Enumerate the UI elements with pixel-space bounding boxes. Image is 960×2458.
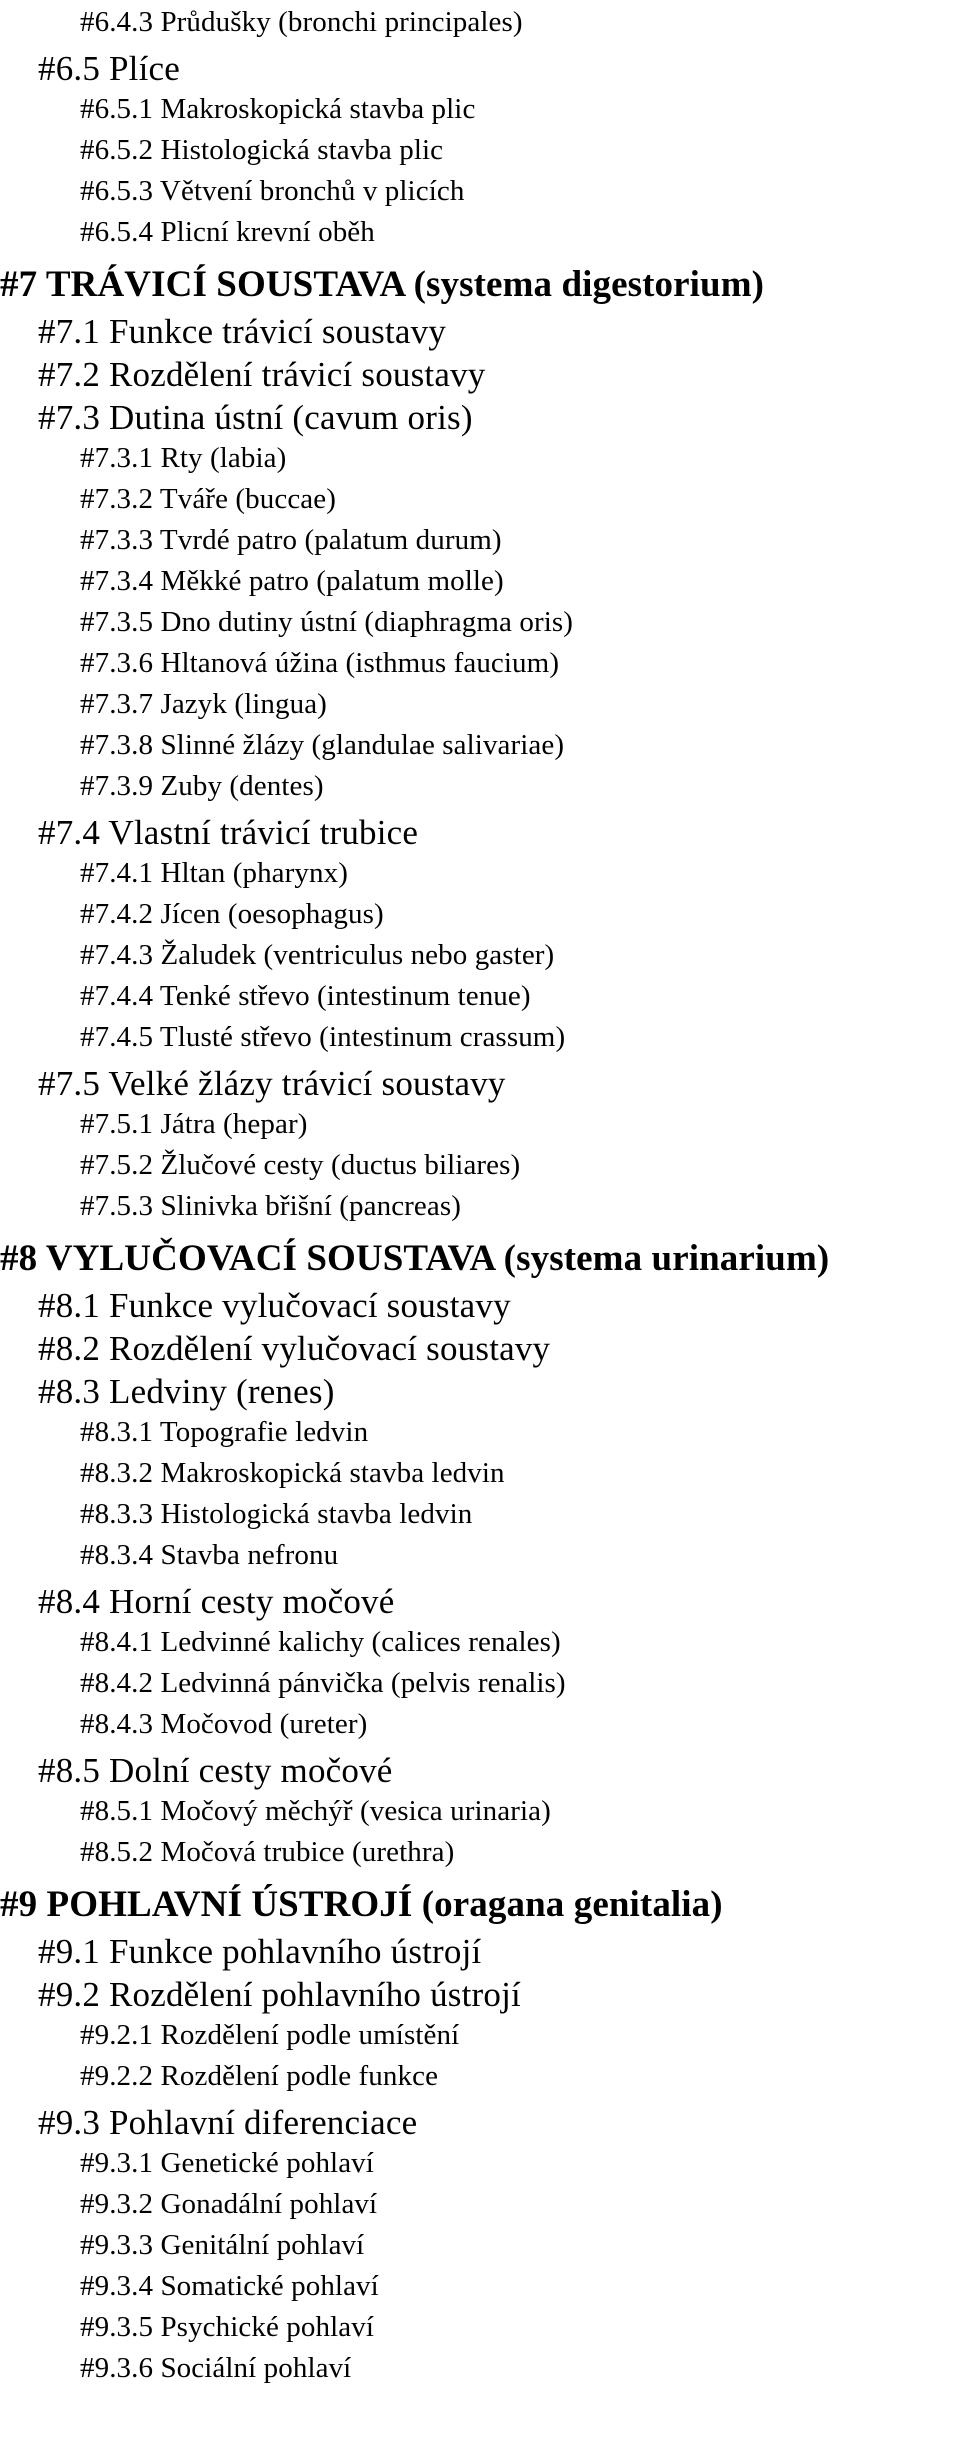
subsection-item: #9.3.6 Sociální pohlaví (80, 2352, 352, 2384)
section-heading: #9.1 Funkce pohlavního ústrojí (38, 1932, 482, 1971)
section-heading: #6.5 Plíce (38, 49, 180, 88)
subsection-item: #6.5.1 Makroskopická stavba plic (80, 93, 476, 125)
subsection-item: #7.4.2 Jícen (oesophagus) (80, 898, 384, 930)
subsection-item: #9.2.1 Rozdělení podle umístění (80, 2019, 460, 2051)
subsection-item: #7.5.3 Slinivka břišní (pancreas) (80, 1190, 462, 1222)
subsection-item: #9.3.5 Psychické pohlaví (80, 2311, 374, 2343)
section-heading: #7.4 Vlastní trávicí trubice (38, 813, 419, 852)
subsection-item: #7.3.5 Dno dutiny ústní (diaphragma oris) (80, 606, 574, 638)
subsection-item: #8.5.2 Močová trubice (urethra) (80, 1836, 455, 1868)
subsection-item: #7.4.1 Hltan (pharynx) (80, 857, 348, 889)
chapter-heading: #7 TRÁVICÍ SOUSTAVA (systema digestorium) (0, 264, 765, 305)
subsection-item: #7.3.4 Měkké patro (palatum molle) (80, 565, 504, 597)
chapter-heading: #8 VYLUČOVACÍ SOUSTAVA (systema urinarium) (0, 1238, 830, 1279)
subsection-item: #7.3.3 Tvrdé patro (palatum durum) (80, 524, 502, 556)
subsection-item: #7.4.3 Žaludek (ventriculus nebo gaster) (80, 939, 555, 971)
section-heading: #7.1 Funkce trávicí soustavy (38, 312, 447, 351)
subsection-item: #7.3.7 Jazyk (lingua) (80, 688, 327, 720)
section-heading: #7.5 Velké žlázy trávicí soustavy (38, 1064, 506, 1103)
chapter-heading: #9 POHLAVNÍ ÚSTROJÍ (oragana genitalia) (0, 1884, 723, 1925)
subsection-item: #8.3.1 Topografie ledvin (80, 1416, 369, 1448)
subsection-item: #9.3.1 Genetické pohlaví (80, 2147, 374, 2179)
section-heading: #7.2 Rozdělení trávicí soustavy (38, 355, 486, 394)
section-heading: #9.2 Rozdělení pohlavního ústrojí (38, 1975, 521, 2014)
subsection-item: #8.4.3 Močovod (ureter) (80, 1708, 368, 1740)
subsection-item: #8.4.2 Ledvinná pánvička (pelvis renalis) (80, 1667, 566, 1699)
subsection-item: #7.5.1 Játra (hepar) (80, 1108, 308, 1140)
subsection-item: #7.3.1 Rty (labia) (80, 442, 287, 474)
subsection-item: #7.4.4 Tenké střevo (intestinum tenue) (80, 980, 531, 1012)
section-heading: #7.3 Dutina ústní (cavum oris) (38, 398, 473, 437)
subsection-item: #8.4.1 Ledvinné kalichy (calices renales) (80, 1626, 561, 1658)
subsection-item: #7.3.8 Slinné žlázy (glandulae salivariae) (80, 729, 565, 761)
subsection-item: #7.3.2 Tváře (buccae) (80, 483, 336, 515)
section-heading: #8.3 Ledviny (renes) (38, 1372, 335, 1411)
subsection-item: #6.5.4 Plicní krevní oběh (80, 216, 375, 248)
subsection-item: #7.4.5 Tlusté střevo (intestinum crassum) (80, 1021, 566, 1053)
section-heading: #8.2 Rozdělení vylučovací soustavy (38, 1329, 551, 1368)
subsection-item: #6.4.3 Průdušky (bronchi principales) (80, 6, 523, 38)
subsection-item: #9.3.4 Somatické pohlaví (80, 2270, 379, 2302)
subsection-item: #7.3.6 Hltanová úžina (isthmus faucium) (80, 647, 560, 679)
section-heading: #8.5 Dolní cesty močové (38, 1751, 393, 1790)
subsection-item: #9.3.2 Gonadální pohlaví (80, 2188, 378, 2220)
section-heading: #8.4 Horní cesty močové (38, 1582, 395, 1621)
subsection-item: #9.2.2 Rozdělení podle funkce (80, 2060, 439, 2092)
subsection-item: #6.5.2 Histologická stavba plic (80, 134, 444, 166)
subsection-item: #7.3.9 Zuby (dentes) (80, 770, 324, 802)
subsection-item: #8.3.4 Stavba nefronu (80, 1539, 339, 1571)
subsection-item: #9.3.3 Genitální pohlaví (80, 2229, 365, 2261)
subsection-item: #6.5.3 Větvení bronchů v plicích (80, 175, 465, 207)
subsection-item: #8.3.2 Makroskopická stavba ledvin (80, 1457, 505, 1489)
section-heading: #8.1 Funkce vylučovací soustavy (38, 1286, 511, 1325)
section-heading: #9.3 Pohlavní diferenciace (38, 2103, 418, 2142)
subsection-item: #8.5.1 Močový měchýř (vesica urinaria) (80, 1795, 551, 1827)
subsection-item: #7.5.2 Žlučové cesty (ductus biliares) (80, 1149, 521, 1181)
subsection-item: #8.3.3 Histologická stavba ledvin (80, 1498, 473, 1530)
